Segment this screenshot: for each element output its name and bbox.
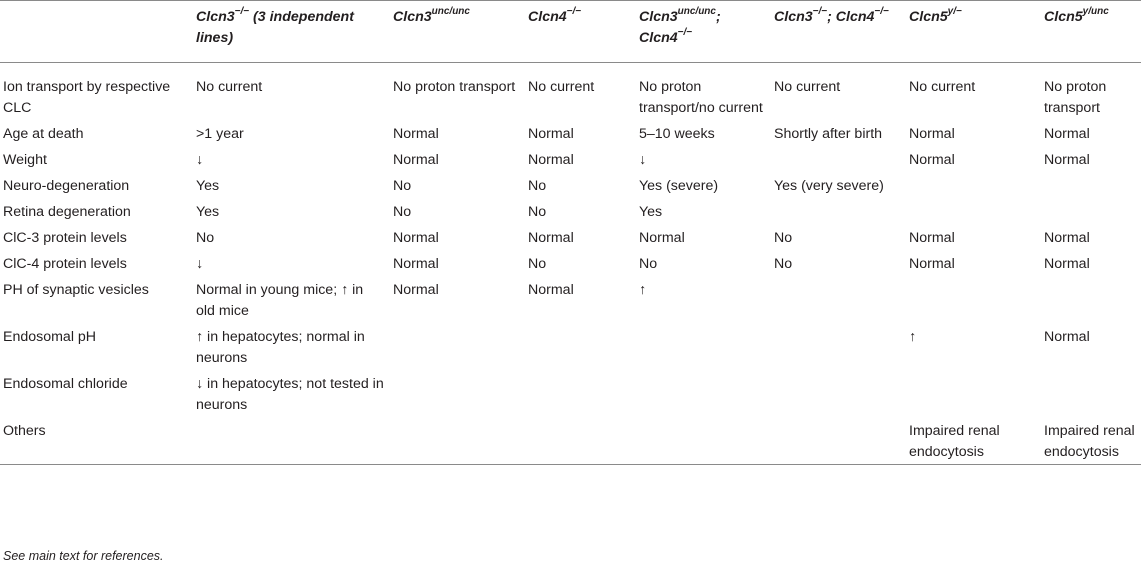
table-row: [0, 249, 1141, 275]
table-cell: No: [393, 204, 412, 220]
table-cell: [525, 322, 636, 369]
header-cell-2: $Clcn3^{unc/unc}$: [390, 1, 525, 63]
table-row: [0, 63, 1141, 120]
table-cell: No: [528, 256, 547, 272]
table-cell: Normal: [393, 152, 439, 168]
table-row: [0, 171, 1141, 197]
table-row: [0, 223, 1141, 249]
table-cell: No proton transport: [1044, 79, 1107, 116]
table-cell: No: [528, 178, 547, 194]
table-cell: [906, 171, 1041, 197]
row-label: Age at death: [3, 126, 84, 142]
table-cell: Yes: [196, 178, 220, 194]
table-cell: Normal: [1044, 329, 1090, 345]
table-cell: No current: [774, 79, 841, 95]
table-cell: No: [774, 230, 793, 246]
row-label: ClC-3 protein levels: [3, 230, 127, 246]
table-cell: No: [639, 256, 658, 272]
table-cell: [906, 275, 1041, 322]
table-cell: ↓: [196, 152, 204, 168]
table-cell: [636, 416, 771, 465]
table-row: [0, 275, 1141, 322]
table-cell: [390, 369, 525, 416]
table-row: [0, 416, 1141, 465]
table-cell: No: [774, 256, 793, 272]
table-cell: No: [196, 230, 215, 246]
table-cell: [1041, 197, 1141, 223]
table-cell: [906, 369, 1041, 416]
table-cell: ↓: [639, 152, 647, 168]
row-label: Neuro-degeneration: [3, 178, 130, 194]
table-cell: [390, 416, 525, 465]
table-cell: [906, 197, 1041, 223]
row-label: Others: [0, 416, 193, 465]
table-cell: [771, 197, 906, 223]
table-row: [0, 322, 1141, 369]
table-cell: Normal: [393, 256, 439, 272]
table-cell: ↑ in hepatocytes; normal in neurons: [196, 329, 365, 366]
table-row: [0, 369, 1141, 416]
table-cell: No proton transport/no current: [639, 79, 763, 116]
header-cell-5: Clcn3−/−; Clcn4−/−: [771, 1, 906, 63]
table-cell: Normal: [1044, 256, 1090, 272]
table-cell: ↑: [909, 329, 917, 345]
table-row: [0, 197, 1141, 223]
table-cell: Normal: [1044, 152, 1090, 168]
table-cell: Yes (severe): [639, 178, 719, 194]
header-cell-4: $Clcn3^{unc/unc}$; Clcn4−/−: [636, 1, 771, 63]
table-cell: [771, 369, 906, 416]
table-footnote: See main text for references.: [3, 549, 164, 563]
table-row: [0, 145, 1141, 171]
table-cell: Yes: [196, 204, 220, 220]
table-cell: ↓: [196, 256, 204, 272]
row-label: Endosomal chloride: [3, 376, 128, 392]
table-cell: No current: [196, 79, 263, 95]
table-cell: Normal in young mice; ↑ in old mice: [196, 282, 364, 319]
table-cell: No current: [528, 79, 595, 95]
table-cell: 5–10 weeks: [639, 126, 715, 142]
table-cell: Normal: [393, 282, 439, 298]
table-cell: ↓ in hepatocytes; not tested in neurons: [196, 376, 384, 413]
table-cell: [390, 322, 525, 369]
row-label: ClC-4 protein levels: [3, 256, 127, 272]
table-cell: [1041, 369, 1141, 416]
table-cell: [636, 369, 771, 416]
table-row: [0, 119, 1141, 145]
row-label: Ion transport by respective CLC: [3, 79, 171, 116]
header-cell-6: $Clcn5^{y/-}$: [906, 1, 1041, 63]
table-cell: Normal: [528, 126, 574, 142]
table-cell: >1 year: [196, 126, 244, 142]
table-cell: Normal: [909, 152, 955, 168]
table-cell: [1041, 275, 1141, 322]
row-label: Retina degeneration: [3, 204, 131, 220]
table-cell: Normal: [639, 230, 685, 246]
table-cell: [636, 322, 771, 369]
table-cell: [771, 275, 906, 322]
table-body: [0, 63, 1141, 465]
table-cell: Yes (very severe): [774, 178, 884, 194]
row-label: Endosomal pH: [3, 329, 97, 345]
header-cell-3: Clcn4−/−: [525, 1, 636, 63]
table-cell: ↑: [639, 282, 647, 298]
table-cell: Normal: [909, 126, 955, 142]
header-cell-0: [0, 1, 193, 63]
table-cell: Normal: [909, 256, 955, 272]
table-cell: Normal: [393, 230, 439, 246]
row-label: Weight: [3, 152, 47, 168]
table-cell: [771, 416, 906, 465]
table-cell: No current: [909, 79, 976, 95]
table-cell: Shortly after birth: [774, 126, 883, 142]
table-cell: [193, 416, 390, 465]
table-cell: Normal: [528, 152, 574, 168]
table-cell: Normal: [393, 126, 439, 142]
table-cell: Impaired renal endocytosis: [1041, 416, 1141, 465]
table-cell: No: [393, 178, 412, 194]
table-cell: No: [528, 204, 547, 220]
header-cell-7: $Clcn5^{y/unc}$: [1041, 1, 1141, 63]
table-cell: Normal: [1044, 126, 1090, 142]
header-row: [0, 1, 1141, 63]
header-cell-1: Clcn3−/− (3 independent lines): [193, 1, 390, 63]
table-cell: No proton transport: [393, 79, 516, 95]
table-cell: [1041, 171, 1141, 197]
table-cell: Normal: [909, 230, 955, 246]
table-cell: Normal: [528, 282, 574, 298]
table-cell: [525, 369, 636, 416]
table-cell: Normal: [528, 230, 574, 246]
table-cell: [525, 416, 636, 465]
table-cell: [771, 145, 906, 171]
row-label: PH of synaptic vesicles: [3, 282, 149, 298]
table-cell: Yes: [639, 204, 663, 220]
table-cell: [771, 322, 906, 369]
table-cell: Impaired renal endocytosis: [906, 416, 1041, 465]
table-cell: Normal: [1044, 230, 1090, 246]
